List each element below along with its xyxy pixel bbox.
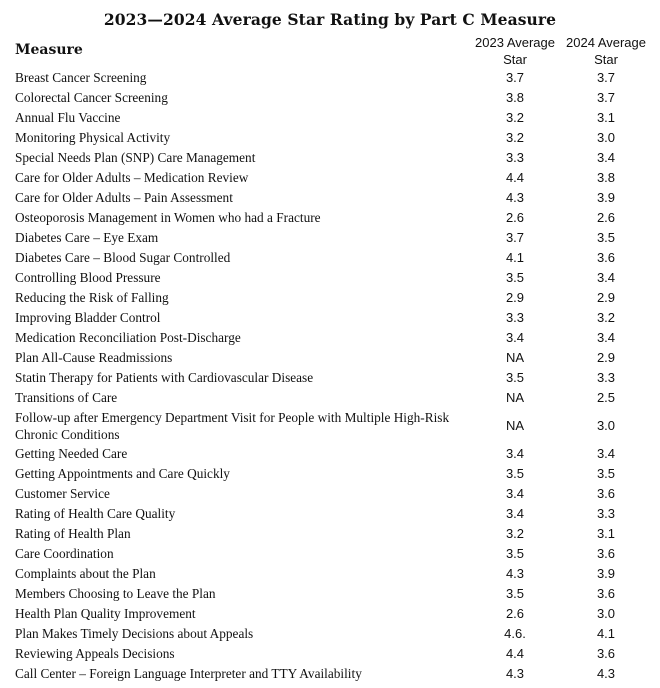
rating-2023: 4.3	[505, 566, 525, 581]
table-row	[0, 584, 660, 604]
rating-2024: 2.5	[596, 390, 616, 405]
measure-name: Controlling Blood Pressure	[15, 270, 161, 285]
rating-2023: NA	[505, 350, 525, 365]
table-row	[0, 328, 660, 348]
table-row	[0, 484, 660, 504]
rating-2023: 3.7	[505, 70, 525, 85]
table-row	[0, 248, 660, 268]
table-row	[0, 368, 660, 388]
rating-2023: 3.4	[505, 486, 525, 501]
table-row	[0, 148, 660, 168]
table-row	[0, 268, 660, 288]
rating-2023: 3.5	[505, 270, 525, 285]
rating-2023: 3.5	[505, 466, 525, 481]
rating-2024: 3.6	[596, 646, 616, 661]
rating-2023: 3.4	[505, 446, 525, 461]
rating-2023: 4.1	[505, 250, 525, 265]
measure-name: Special Needs Plan (SNP) Care Management	[15, 150, 256, 165]
rating-2024: 3.9	[596, 190, 616, 205]
rating-2023: 2.6	[505, 606, 525, 621]
table-row	[0, 348, 660, 368]
table-row	[0, 388, 660, 408]
table-row	[0, 308, 660, 328]
rating-2024: 3.6	[596, 586, 616, 601]
rating-2024: 3.6	[596, 250, 616, 265]
table-row	[0, 108, 660, 128]
rating-2024: 2.9	[596, 350, 616, 365]
measure-name: Complaints about the Plan	[15, 566, 156, 581]
measure-name: Health Plan Quality Improvement	[15, 606, 196, 621]
rating-2024: 3.6	[596, 546, 616, 561]
rating-2024: 3.0	[596, 418, 616, 433]
measure-name: Getting Needed Care	[15, 446, 128, 461]
rating-2024: 3.5	[596, 230, 616, 245]
measure-name: Plan All-Cause Readmissions	[15, 350, 173, 365]
rating-2023: 3.5	[505, 370, 525, 385]
rating-2024: 2.6	[596, 210, 616, 225]
rating-2023: 3.5	[505, 546, 525, 561]
rating-2023: 4.3	[505, 190, 525, 205]
rating-2024: 3.1	[596, 110, 616, 125]
measure-name: Colorectal Cancer Screening	[15, 90, 168, 105]
rating-2023: 3.7	[505, 230, 525, 245]
measure-name: Improving Bladder Control	[15, 310, 161, 325]
rating-2024: 3.4	[596, 330, 616, 345]
measure-name: Diabetes Care – Eye Exam	[15, 230, 159, 245]
rating-2024: 3.1	[596, 526, 616, 541]
table-row	[0, 288, 660, 308]
rating-2024: 4.3	[596, 666, 616, 681]
rating-2023: 4.6.	[504, 626, 526, 641]
rating-2024: 3.0	[596, 606, 616, 621]
table-row	[0, 644, 660, 664]
table-row	[0, 208, 660, 228]
page-title: 2023—2024 Average Star Rating by Part C Measure	[103, 10, 557, 29]
table-row	[0, 128, 660, 148]
measure-name: Monitoring Physical Activity	[15, 130, 171, 145]
rating-2023: 3.2	[505, 110, 525, 125]
rating-2023: 3.2	[505, 526, 525, 541]
rating-2023: 3.4	[505, 330, 525, 345]
measure-name: Osteoporosis Management in Women who had a Fracture	[15, 210, 321, 225]
rating-2024: 3.6	[596, 486, 616, 501]
rating-2023: 3.2	[505, 130, 525, 145]
table-row	[0, 88, 660, 108]
measure-name: Annual Flu Vaccine	[15, 110, 121, 125]
rating-2023: NA	[505, 390, 525, 405]
measure-name: Reducing the Risk of Falling	[15, 290, 169, 305]
rating-2024: 3.3	[596, 370, 616, 385]
rating-2023: 3.5	[505, 586, 525, 601]
rating-2024: 3.4	[596, 270, 616, 285]
column-header-2023: 2023 Average Star	[475, 35, 555, 67]
rating-2024: 3.4	[596, 446, 616, 461]
rating-2024: 3.8	[596, 170, 616, 185]
table-row	[0, 68, 660, 88]
rating-2023: 4.4	[505, 646, 525, 661]
measure-name: Members Choosing to Leave the Plan	[15, 586, 216, 601]
measure-name: Rating of Health Care Quality	[15, 506, 176, 521]
table-row	[0, 168, 660, 188]
rating-2023: NA	[505, 418, 525, 433]
rating-2023: 4.4	[505, 170, 525, 185]
rating-2023: 3.8	[505, 90, 525, 105]
rating-2024: 3.0	[596, 130, 616, 145]
table-row	[0, 664, 660, 684]
table-row	[0, 188, 660, 208]
measure-name: Care Coordination	[15, 546, 114, 561]
measure-column-header: Measure	[15, 42, 83, 58]
measure-name: Breast Cancer Screening	[15, 70, 147, 85]
measure-name: Plan Makes Timely Decisions about Appeals	[15, 626, 254, 641]
rating-2024: 3.9	[596, 566, 616, 581]
rating-2023: 2.6	[505, 210, 525, 225]
table-row	[0, 604, 660, 624]
measure-name: Transitions of Care	[15, 390, 118, 405]
measure-table	[0, 68, 660, 684]
table-row	[0, 624, 660, 644]
measure-name: Medication Reconciliation Post-Discharge	[15, 330, 241, 345]
rating-2023: 2.9	[505, 290, 525, 305]
table-row	[0, 228, 660, 248]
rating-2023: 4.3	[505, 666, 525, 681]
rating-2023: 3.3	[505, 310, 525, 325]
measure-name: Statin Therapy for Patients with Cardiovascular Disease	[15, 370, 314, 385]
measure-name: Follow-up after Emergency Department Visit for People with Multiple High-Risk Chronic Conditions	[15, 410, 450, 442]
table-row	[0, 444, 660, 464]
measure-name: Reviewing Appeals Decisions	[15, 646, 175, 661]
rating-2024: 4.1	[596, 626, 616, 641]
rating-2024: 3.4	[596, 150, 616, 165]
measure-name: Getting Appointments and Care Quickly	[15, 466, 230, 481]
rating-2024: 2.9	[596, 290, 616, 305]
table-row	[0, 524, 660, 544]
measure-name: Diabetes Care – Blood Sugar Controlled	[15, 250, 231, 265]
measure-name: Rating of Health Plan	[15, 526, 131, 541]
rating-2024: 3.7	[596, 90, 616, 105]
table-row	[0, 504, 660, 524]
rating-2024: 3.2	[596, 310, 616, 325]
rating-2024: 3.5	[596, 466, 616, 481]
measure-name: Call Center – Foreign Language Interpreter and TTY Availability	[15, 666, 362, 681]
column-header-2024: 2024 Average Star	[566, 35, 646, 67]
table-row	[0, 408, 660, 444]
measure-name: Care for Older Adults – Pain Assessment	[15, 190, 233, 205]
measure-name: Customer Service	[15, 486, 110, 501]
table-row	[0, 544, 660, 564]
table-row	[0, 464, 660, 484]
table-row	[0, 564, 660, 584]
rating-2024: 3.3	[596, 506, 616, 521]
rating-2023: 3.4	[505, 506, 525, 521]
rating-2024: 3.7	[596, 70, 616, 85]
rating-2023: 3.3	[505, 150, 525, 165]
measure-name: Care for Older Adults – Medication Review	[15, 170, 249, 185]
